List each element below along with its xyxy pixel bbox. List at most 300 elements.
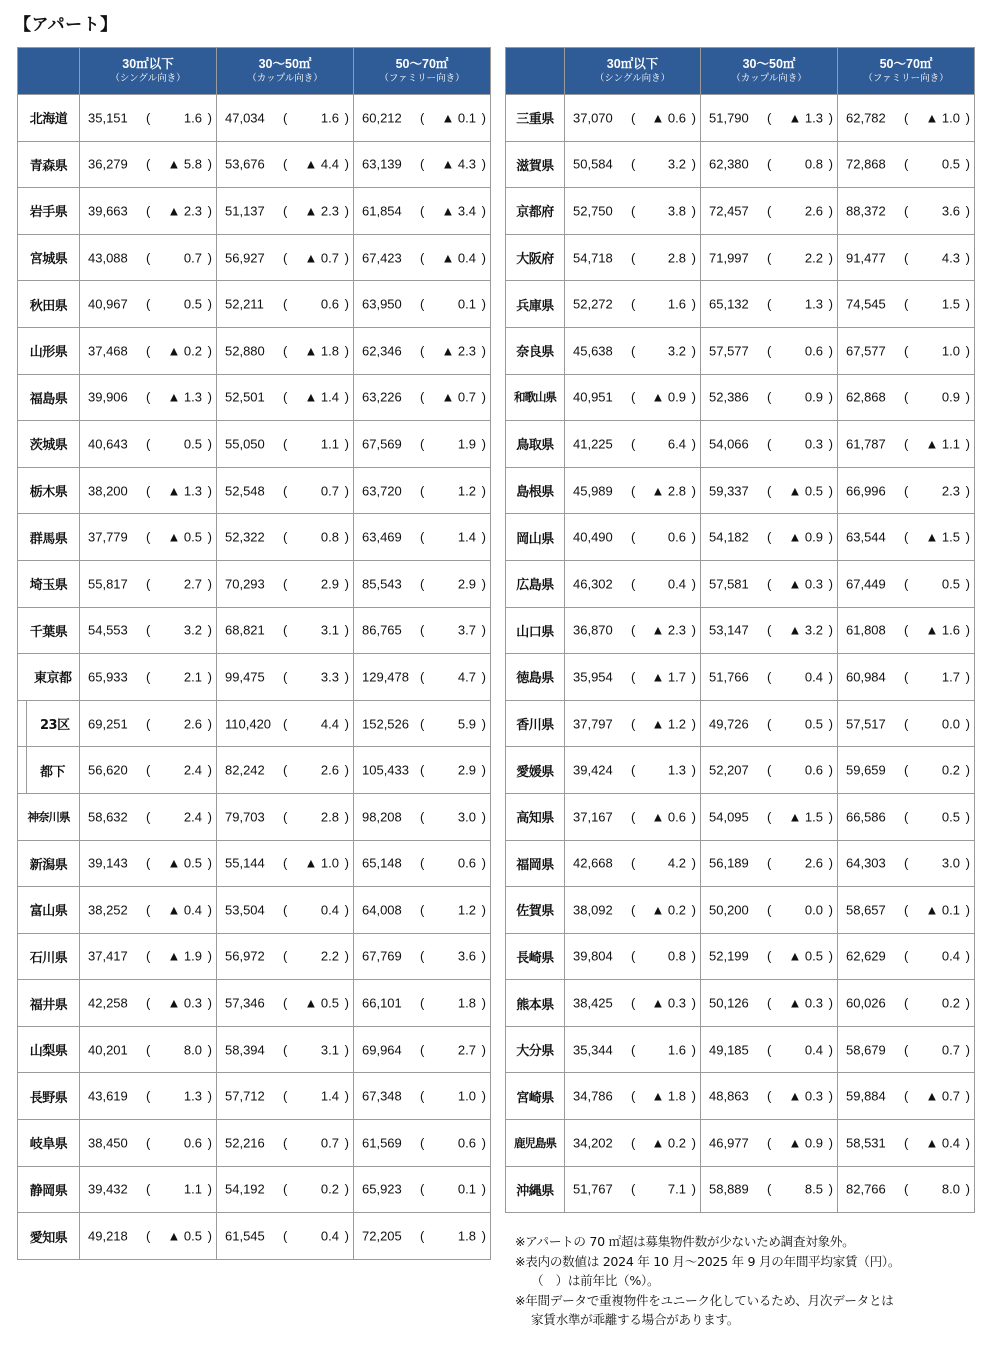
rent-cell <box>838 980 975 1027</box>
header-main: 30㎡以下 <box>122 56 174 71</box>
prefecture-name: 兵庫県 <box>506 281 565 328</box>
rent-value: 52,386 <box>709 389 749 405</box>
yoy-change: 2.6 <box>804 203 823 219</box>
yoy-change: 0.4 <box>941 948 960 964</box>
yoy-change: 0.5 <box>941 576 960 592</box>
paren-close: ) <box>207 576 212 592</box>
rent-cell <box>565 1026 701 1073</box>
paren-open: ( <box>146 669 151 685</box>
rent-cell <box>701 1026 838 1073</box>
rent-cell <box>217 374 354 421</box>
yoy-change: 0.7 <box>183 250 202 266</box>
paren-close: ) <box>965 1042 970 1058</box>
yoy-change: ▲ 0.5 <box>167 855 202 871</box>
paren-close: ) <box>691 389 696 405</box>
paren-open: ( <box>767 296 772 312</box>
rent-cell <box>217 421 354 468</box>
paren-close: ) <box>207 809 212 825</box>
rent-value: 91,477 <box>846 250 886 266</box>
rent-cell <box>838 560 975 607</box>
table-row <box>506 188 975 235</box>
paren-open: ( <box>420 343 425 359</box>
rent-cell <box>565 234 701 281</box>
rent-cell <box>838 281 975 328</box>
rent-value: 49,726 <box>709 716 749 732</box>
paren-close: ) <box>207 716 212 732</box>
yoy-change: 3.8 <box>667 203 686 219</box>
prefecture-name: 福岡県 <box>506 840 565 887</box>
yoy-change: 2.7 <box>457 1042 476 1058</box>
rent-value: 52,548 <box>225 483 265 499</box>
rent-value: 64,008 <box>362 902 402 918</box>
yoy-change: 1.0 <box>457 1088 476 1104</box>
paren-close: ) <box>481 110 486 126</box>
rent-cell <box>80 421 217 468</box>
yoy-change: 1.3 <box>183 1088 202 1104</box>
rent-value: 69,964 <box>362 1042 402 1058</box>
rent-value: 71,997 <box>709 250 749 266</box>
paren-close: ) <box>691 669 696 685</box>
yoy-change: 1.8 <box>457 1228 476 1244</box>
rent-value: 82,242 <box>225 762 265 778</box>
paren-open: ( <box>420 483 425 499</box>
yoy-change: 2.6 <box>804 855 823 871</box>
rent-cell <box>217 793 354 840</box>
yoy-change: ▲ 0.3 <box>167 995 202 1011</box>
yoy-change: ▲ 0.5 <box>167 529 202 545</box>
paren-open: ( <box>420 1042 425 1058</box>
rent-cell <box>701 1120 838 1167</box>
table-row <box>18 840 491 887</box>
yoy-change: ▲ 0.4 <box>441 250 476 266</box>
rent-value: 69,251 <box>88 716 128 732</box>
rent-value: 53,504 <box>225 902 265 918</box>
rent-value: 40,201 <box>88 1042 128 1058</box>
yoy-change: 2.2 <box>804 250 823 266</box>
yoy-change: 0.7 <box>320 1135 339 1151</box>
table-row <box>506 95 975 142</box>
paren-close: ) <box>965 669 970 685</box>
rent-cell <box>838 1073 975 1120</box>
prefecture-name: 京都府 <box>506 188 565 235</box>
paren-open: ( <box>283 902 288 918</box>
paren-open: ( <box>767 716 772 732</box>
yoy-change: 3.2 <box>667 156 686 172</box>
paren-close: ) <box>965 250 970 266</box>
rent-cell <box>565 281 701 328</box>
rent-value: 66,996 <box>846 483 886 499</box>
yoy-change: 0.2 <box>941 762 960 778</box>
paren-open: ( <box>283 622 288 638</box>
yoy-change: ▲ 0.3 <box>788 995 823 1011</box>
paren-open: ( <box>904 622 909 638</box>
paren-close: ) <box>207 902 212 918</box>
rent-cell <box>838 1026 975 1073</box>
yoy-change: 3.0 <box>941 855 960 871</box>
table-row <box>18 374 491 421</box>
yoy-change: 0.6 <box>183 1135 202 1151</box>
table-row <box>18 560 491 607</box>
rent-value: 67,577 <box>846 343 886 359</box>
paren-open: ( <box>631 622 636 638</box>
yoy-change: ▲ 0.7 <box>441 389 476 405</box>
paren-open: ( <box>631 576 636 592</box>
rent-value: 51,767 <box>573 1181 613 1197</box>
yoy-change: 4.4 <box>320 716 339 732</box>
yoy-change: ▲ 1.7 <box>651 669 686 685</box>
yoy-change: 0.4 <box>804 669 823 685</box>
paren-open: ( <box>283 995 288 1011</box>
rent-value: 82,766 <box>846 1181 886 1197</box>
rent-cell <box>701 887 838 934</box>
header-sub: （ファミリー向き） <box>379 72 465 84</box>
paren-open: ( <box>904 156 909 172</box>
paren-open: ( <box>146 1181 151 1197</box>
yoy-change: 0.6 <box>804 343 823 359</box>
paren-close: ) <box>691 343 696 359</box>
table-row <box>18 1073 491 1120</box>
paren-open: ( <box>904 1088 909 1104</box>
prefecture-name: 山口県 <box>506 607 565 654</box>
rent-value: 60,984 <box>846 669 886 685</box>
paren-close: ) <box>691 948 696 964</box>
paren-close: ) <box>481 1181 486 1197</box>
paren-close: ) <box>691 809 696 825</box>
paren-close: ) <box>828 343 833 359</box>
prefecture-name: 岩手県 <box>18 188 80 235</box>
paren-close: ) <box>344 716 349 732</box>
rent-value: 52,501 <box>225 389 265 405</box>
paren-open: ( <box>283 483 288 499</box>
rent-cell <box>701 421 838 468</box>
prefecture-name: 奈良県 <box>506 327 565 374</box>
yoy-change: ▲ 0.2 <box>167 343 202 359</box>
yoy-change: 1.6 <box>667 1042 686 1058</box>
paren-close: ) <box>828 809 833 825</box>
rent-cell <box>701 234 838 281</box>
table-row <box>506 840 975 887</box>
yoy-change: ▲ 1.3 <box>167 389 202 405</box>
prefecture-name: 福井県 <box>18 980 80 1027</box>
rent-value: 34,202 <box>573 1135 613 1151</box>
yoy-change: ▲ 2.3 <box>304 203 339 219</box>
paren-open: ( <box>146 1088 151 1104</box>
rent-value: 36,279 <box>88 156 128 172</box>
yoy-change: ▲ 0.7 <box>925 1088 960 1104</box>
prefecture-name: 沖縄県 <box>506 1166 565 1213</box>
rent-cell <box>80 234 217 281</box>
paren-open: ( <box>420 1181 425 1197</box>
rent-value: 35,954 <box>573 669 613 685</box>
paren-close: ) <box>691 203 696 219</box>
rent-cell <box>565 1073 701 1120</box>
rent-cell <box>354 747 491 794</box>
rent-cell <box>217 327 354 374</box>
paren-open: ( <box>767 809 772 825</box>
yoy-change: ▲ 0.5 <box>788 483 823 499</box>
rent-value: 65,923 <box>362 1181 402 1197</box>
paren-open: ( <box>631 948 636 964</box>
yoy-change: 0.8 <box>804 156 823 172</box>
paren-open: ( <box>283 110 288 126</box>
rent-cell <box>217 840 354 887</box>
table-row <box>18 514 491 561</box>
rent-value: 37,797 <box>573 716 613 732</box>
paren-close: ) <box>828 576 833 592</box>
rent-cell <box>354 374 491 421</box>
rent-cell <box>80 1026 217 1073</box>
header-main: 50～70㎡ <box>395 56 449 71</box>
rent-cell <box>565 980 701 1027</box>
yoy-change: 1.1 <box>183 1181 202 1197</box>
yoy-change: 0.5 <box>804 716 823 732</box>
rent-value: 54,182 <box>709 529 749 545</box>
table-row <box>18 1026 491 1073</box>
paren-close: ) <box>207 436 212 452</box>
paren-close: ) <box>828 948 833 964</box>
paren-close: ) <box>207 296 212 312</box>
prefecture-name: 千葉県 <box>18 607 80 654</box>
rent-cell <box>354 840 491 887</box>
paren-open: ( <box>283 716 288 732</box>
paren-close: ) <box>965 483 970 499</box>
yoy-change: ▲ 0.6 <box>651 809 686 825</box>
rent-cell <box>354 421 491 468</box>
paren-close: ) <box>965 762 970 778</box>
rent-value: 45,989 <box>573 483 613 499</box>
rent-value: 65,933 <box>88 669 128 685</box>
paren-close: ) <box>344 762 349 778</box>
rent-cell <box>565 1166 701 1213</box>
paren-close: ) <box>828 436 833 452</box>
prefecture-name: 島根県 <box>506 467 565 514</box>
table-row <box>506 700 975 747</box>
paren-open: ( <box>904 1042 909 1058</box>
rent-cell <box>217 933 354 980</box>
rent-cell <box>80 700 217 747</box>
prefecture-name: 愛媛県 <box>506 747 565 794</box>
rent-value: 58,889 <box>709 1181 749 1197</box>
table-row <box>18 654 491 701</box>
paren-open: ( <box>904 110 909 126</box>
paren-close: ) <box>691 250 696 266</box>
yoy-change: 1.7 <box>941 669 960 685</box>
rent-cell <box>80 95 217 142</box>
paren-open: ( <box>904 995 909 1011</box>
paren-open: ( <box>767 1088 772 1104</box>
rent-value: 67,769 <box>362 948 402 964</box>
table-row <box>18 327 491 374</box>
rent-value: 41,225 <box>573 436 613 452</box>
yoy-change: ▲ 3.4 <box>441 203 476 219</box>
paren-open: ( <box>283 156 288 172</box>
paren-close: ) <box>207 1088 212 1104</box>
rent-value: 56,972 <box>225 948 265 964</box>
rent-cell <box>565 421 701 468</box>
paren-open: ( <box>420 389 425 405</box>
paren-open: ( <box>767 1042 772 1058</box>
paren-close: ) <box>344 110 349 126</box>
paren-open: ( <box>146 809 151 825</box>
prefecture-name: 岡山県 <box>506 514 565 561</box>
rent-value: 62,868 <box>846 389 886 405</box>
paren-close: ) <box>481 250 486 266</box>
paren-close: ) <box>207 1042 212 1058</box>
rent-cell <box>80 327 217 374</box>
yoy-change: 4.3 <box>941 250 960 266</box>
yoy-change: ▲ 0.7 <box>304 250 339 266</box>
paren-close: ) <box>691 1042 696 1058</box>
paren-open: ( <box>283 389 288 405</box>
yoy-change: ▲ 2.3 <box>167 203 202 219</box>
paren-close: ) <box>481 622 486 638</box>
paren-close: ) <box>965 902 970 918</box>
table-row <box>18 234 491 281</box>
rent-cell <box>565 560 701 607</box>
yoy-change: ▲ 0.3 <box>788 1088 823 1104</box>
yoy-change: 1.4 <box>320 1088 339 1104</box>
paren-close: ) <box>207 529 212 545</box>
paren-close: ) <box>207 250 212 266</box>
paren-close: ) <box>965 296 970 312</box>
yoy-change: ▲ 0.5 <box>788 948 823 964</box>
yoy-change: ▲ 2.8 <box>651 483 686 499</box>
header-couple <box>701 48 838 95</box>
yoy-change: ▲ 0.4 <box>167 902 202 918</box>
prefecture-name: 富山県 <box>18 887 80 934</box>
yoy-change: 3.0 <box>457 809 476 825</box>
yoy-change: 1.8 <box>457 995 476 1011</box>
yoy-change: 3.6 <box>941 203 960 219</box>
paren-open: ( <box>631 762 636 778</box>
paren-open: ( <box>904 436 909 452</box>
paren-open: ( <box>283 250 288 266</box>
rent-value: 54,192 <box>225 1181 265 1197</box>
paren-open: ( <box>420 436 425 452</box>
paren-close: ) <box>965 1181 970 1197</box>
yoy-change: 0.4 <box>320 1228 339 1244</box>
rent-cell <box>354 95 491 142</box>
table-row <box>18 700 491 747</box>
paren-close: ) <box>207 110 212 126</box>
rent-cell <box>354 793 491 840</box>
rent-cell <box>838 327 975 374</box>
rent-value: 38,200 <box>88 483 128 499</box>
rent-cell <box>354 1073 491 1120</box>
rent-value: 37,417 <box>88 948 128 964</box>
rent-cell <box>838 607 975 654</box>
rent-value: 61,854 <box>362 203 402 219</box>
paren-close: ) <box>481 203 486 219</box>
rent-cell <box>80 654 217 701</box>
rent-value: 52,199 <box>709 948 749 964</box>
paren-open: ( <box>420 809 425 825</box>
paren-close: ) <box>207 995 212 1011</box>
paren-close: ) <box>344 389 349 405</box>
paren-close: ) <box>344 1135 349 1151</box>
prefecture-name: 熊本県 <box>506 980 565 1027</box>
header-sub: （シングル向き） <box>110 72 186 84</box>
rent-value: 63,469 <box>362 529 402 545</box>
table-row <box>506 607 975 654</box>
yoy-change: 0.4 <box>804 1042 823 1058</box>
table-row <box>18 95 491 142</box>
rent-value: 74,545 <box>846 296 886 312</box>
paren-close: ) <box>344 203 349 219</box>
rent-table-left <box>17 47 491 1260</box>
rent-value: 61,545 <box>225 1228 265 1244</box>
prefecture-name: 佐賀県 <box>506 887 565 934</box>
paren-open: ( <box>767 389 772 405</box>
rent-cell <box>80 1120 217 1167</box>
rent-value: 58,394 <box>225 1042 265 1058</box>
paren-open: ( <box>283 1042 288 1058</box>
yoy-change: ▲ 1.3 <box>167 483 202 499</box>
rent-value: 40,490 <box>573 529 613 545</box>
rent-value: 52,272 <box>573 296 613 312</box>
paren-close: ) <box>481 1088 486 1104</box>
paren-open: ( <box>283 203 288 219</box>
paren-open: ( <box>904 669 909 685</box>
rent-value: 59,337 <box>709 483 749 499</box>
paren-open: ( <box>904 576 909 592</box>
rent-value: 34,786 <box>573 1088 613 1104</box>
table-row <box>18 607 491 654</box>
yoy-change: 0.8 <box>667 948 686 964</box>
paren-close: ) <box>481 902 486 918</box>
rent-value: 67,449 <box>846 576 886 592</box>
yoy-change: ▲ 0.6 <box>651 110 686 126</box>
paren-close: ) <box>207 762 212 778</box>
paren-close: ) <box>344 809 349 825</box>
rent-value: 63,226 <box>362 389 402 405</box>
rent-cell <box>217 1026 354 1073</box>
yoy-change: ▲ 2.3 <box>441 343 476 359</box>
rent-cell <box>80 1213 217 1260</box>
paren-open: ( <box>631 902 636 918</box>
paren-open: ( <box>767 1181 772 1197</box>
rent-value: 105,433 <box>362 762 409 778</box>
paren-close: ) <box>207 948 212 964</box>
rent-value: 50,200 <box>709 902 749 918</box>
paren-close: ) <box>965 203 970 219</box>
yoy-change: 0.9 <box>941 389 960 405</box>
yoy-change: 0.9 <box>804 389 823 405</box>
table-row <box>506 281 975 328</box>
rent-value: 72,868 <box>846 156 886 172</box>
yoy-change: 2.1 <box>183 669 202 685</box>
table-row <box>506 234 975 281</box>
rent-cell <box>838 700 975 747</box>
rent-value: 38,425 <box>573 995 613 1011</box>
table-row <box>18 188 491 235</box>
table-row <box>506 514 975 561</box>
paren-open: ( <box>146 250 151 266</box>
paren-open: ( <box>283 343 288 359</box>
paren-open: ( <box>767 762 772 778</box>
footnote: ※アパートの 70 ㎡超は募集物件数が少ないため調査対象外。 <box>515 1234 855 1249</box>
rent-cell <box>354 141 491 188</box>
rent-value: 52,750 <box>573 203 613 219</box>
rent-value: 63,139 <box>362 156 402 172</box>
yoy-change: 2.3 <box>941 483 960 499</box>
paren-open: ( <box>767 948 772 964</box>
rent-cell <box>701 654 838 701</box>
rent-value: 40,643 <box>88 436 128 452</box>
table-row <box>18 421 491 468</box>
paren-open: ( <box>283 1228 288 1244</box>
paren-close: ) <box>691 622 696 638</box>
